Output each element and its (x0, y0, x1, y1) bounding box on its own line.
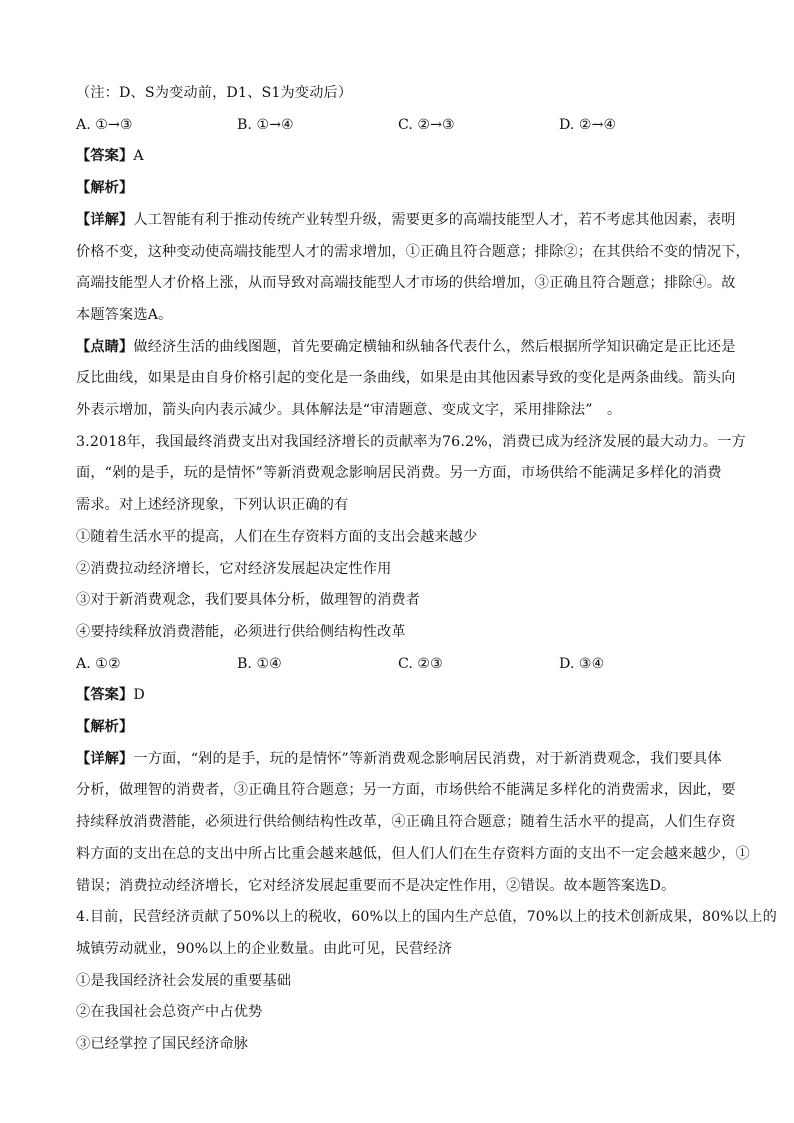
detail-text: 一方面，“剁的是手，玩的是情怀”等新消费观念影响居民消费，对于新消费观念，我们要具体 (133, 750, 722, 767)
q2-option-b: B. ①→④ (237, 116, 294, 133)
answer-value: A (133, 148, 144, 165)
q3-option-c: C. ②③ (398, 655, 443, 672)
q2-option-c: C. ②→③ (398, 116, 455, 133)
q3-option-a: A. ①② (76, 655, 121, 672)
q2-tip-line: 反比曲线，如果是由自身价格引起的变化是一条曲线，如果是由其他因素导致的变化是两条曲线。箭头向 (76, 370, 736, 387)
q3-option-b: B. ①④ (237, 655, 282, 672)
q3-item: ④要持续释放消费潜能，必须进行供给侧结构性改革 (76, 623, 406, 640)
q3-option-d: D. ③④ (559, 655, 605, 672)
q3-stem-line: 3.2018年，我国最终消费支出对我国经济增长的贡献率为76.2%，消费已成为经济发展的最大动力。一方 (76, 433, 746, 450)
q2-detail-line: 价格不变，这种变动使高端技能型人才的需求增加，①正确且符合题意；排除②；在其供给不变的情况下， (76, 243, 750, 260)
detail-text: 人工智能有利于推动传统产业转型升级，需要更多的高端技能型人才，若不考虑其他因素，表明 (133, 211, 736, 228)
q2-detail-line: 高端技能型人才价格上涨，从而导致对高端技能型人才市场的供给增加，③正确且符合题意；排除④。故 (76, 275, 736, 292)
q2-option-a: A. ①→③ (76, 116, 133, 133)
q4-item: ②在我国社会总资产中占优势 (76, 1004, 263, 1021)
q3-detail-line: 持续释放消费潜能，必须进行供给侧结构性改革，④正确且符合题意；随着生活水平的提高，人们生存资 (76, 814, 736, 831)
q3-detail-line: 分析，做理智的消费者，③正确且符合题意；另一方面，市场供给不能满足多样化的消费需求，因此，要 (76, 782, 736, 799)
q2-tip-line (76, 332, 736, 364)
tip-tag: 【点睛】 (76, 338, 134, 355)
q3-stem-line: 需求。对上述经济现象，下列认识正确的有 (76, 497, 349, 514)
q3-analysis-tag: 【解析】 (76, 719, 134, 736)
tip-text: 做经济生活的曲线图题，首先要确定横轴和纵轴各代表什么，然后根据所学知识确定是正比还是 (133, 338, 736, 355)
q3-detail-line: 错误；消费拉动经济增长，它对经济发展起重要而不是决定性作用，②错误。故本题答案选D。 (76, 877, 676, 894)
q2-detail-line (76, 205, 736, 237)
q2-analysis-tag: 【解析】 (76, 180, 134, 197)
q2-detail-line: 本题答案选A。 (76, 306, 173, 323)
q3-stem-line: 面，“剁的是手，玩的是情怀”等新消费观念影响居民消费。另一方面，市场供给不能满足多样化的消费 (76, 465, 722, 482)
q3-detail-line (76, 744, 726, 776)
q2-answer (76, 141, 726, 173)
q2-options (76, 110, 726, 142)
q3-item: ②消费拉动经济增长，它对经济发展起决定性作用 (76, 560, 392, 577)
answer-value: D (133, 687, 145, 704)
q3-options (76, 649, 726, 681)
detail-tag: 【详解】 (76, 750, 134, 767)
document-page (76, 78, 777, 1061)
q4-item: ③已经掌控了国民经济命脉 (76, 1036, 249, 1053)
detail-tag: 【详解】 (76, 211, 134, 228)
q2-option-d: D. ②→④ (559, 116, 617, 133)
q3-detail-line: 料方面的支出在总的支出中所占比重会越来越低，但人们人们在生存资料方面的支出不一定会越来越少，① (76, 845, 750, 862)
q3-item: ③对于新消费观念，我们要具体分析，做理智的消费者 (76, 592, 421, 609)
q3-item: ①随着生活水平的提高，人们在生存资料方面的支出会越来越少 (76, 528, 478, 545)
q2-tip-line: 外表示增加，箭头向内表示减少。具体解法是“审清题意、变成文字，采用排除法” 。 (76, 402, 622, 419)
q3-answer (76, 680, 726, 712)
figure-note: （注：D、S为变动前，D1、S1为变动后） (76, 85, 353, 101)
q4-item: ①是我国经济社会发展的重要基础 (76, 972, 292, 989)
answer-tag: 【答案】 (76, 148, 134, 165)
q4-stem-line: 4.目前，民营经济贡献了50%以上的税收，60%以上的国内生产总值，70%以上的技术创新成果，80%以上的 (76, 909, 777, 926)
q4-stem-line: 城镇劳动就业，90%以上的企业数量。由此可见，民营经济 (76, 940, 453, 957)
answer-tag: 【答案】 (76, 687, 134, 704)
